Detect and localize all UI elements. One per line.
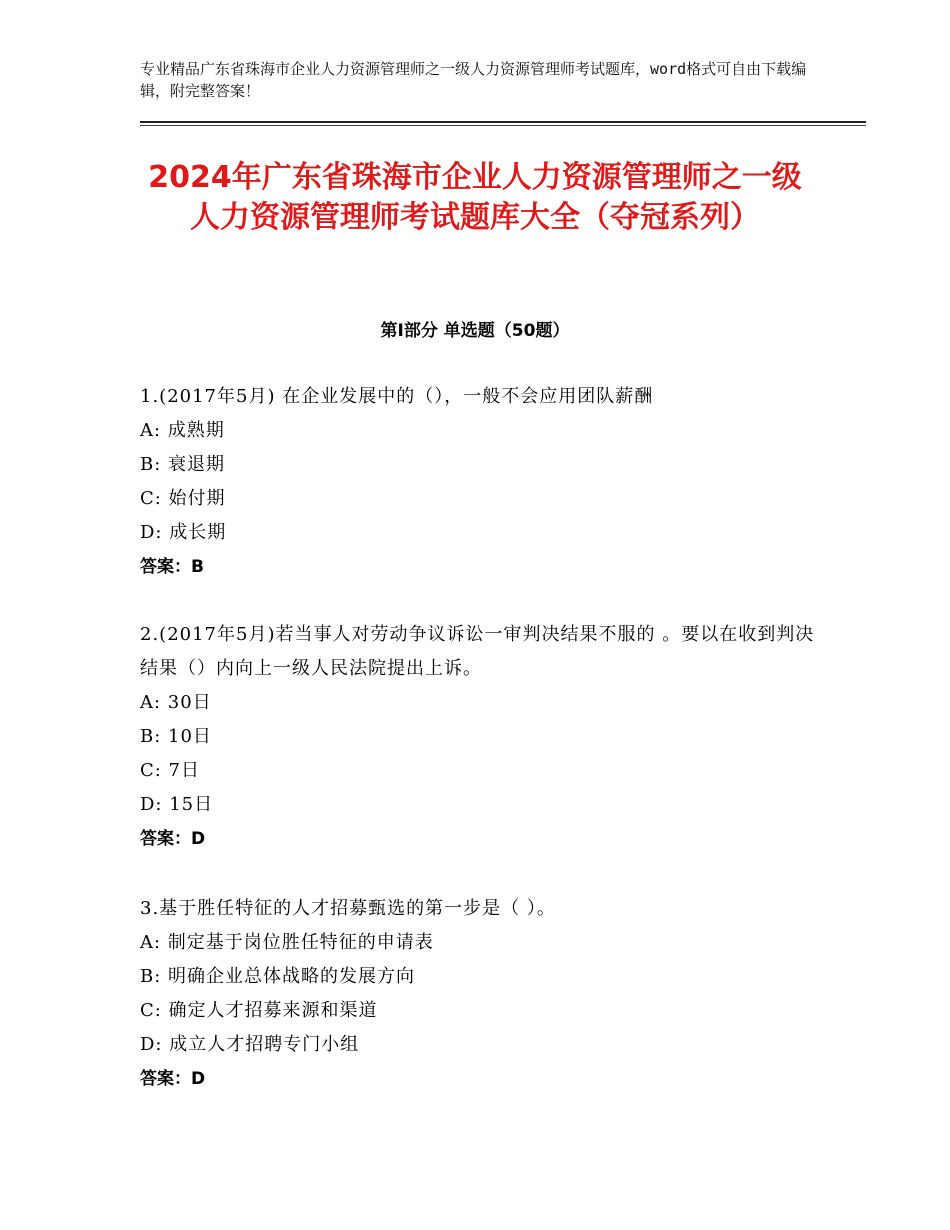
question-1 <box>140 380 820 584</box>
header-rule-thin <box>140 125 866 126</box>
document-title: 2024年广东省珠海市企业人力资源管理师之一级人力资源管理师考试题库大全（夺冠系列） <box>148 160 802 235</box>
question-2 <box>140 618 820 856</box>
question-text: 1.(2017年5月) 在企业发展中的（），一般不会应用团队薪酬 <box>140 386 654 407</box>
option-c: C: 始付期 <box>140 488 226 509</box>
option-b: B: 明确企业总体战略的发展方向 <box>140 966 416 987</box>
question-text: 2.(2017年5月)若当事人对劳动争议诉讼一审判决结果不服的 。要以在收到判决结果（）内向上一级人民法院提出上诉。 <box>140 624 815 679</box>
option-d: D: 成立人才招聘专门小组 <box>140 1034 360 1055</box>
option-a: A: 成熟期 <box>140 420 225 441</box>
question-text: 3.基于胜任特征的人才招募甄选的第一步是（ ）。 <box>140 898 556 919</box>
question-3 <box>140 892 820 1096</box>
option-b: B: 衰退期 <box>140 454 226 475</box>
option-d: D: 成长期 <box>140 522 227 543</box>
option-a: A: 30日 <box>140 692 212 713</box>
answer: 答案：D <box>140 1069 206 1089</box>
header-rule-thick <box>140 121 866 123</box>
option-d: D: 15日 <box>140 794 214 815</box>
answer: 答案：D <box>140 829 206 849</box>
section-title: 第Ⅰ部分 单选题（50题） <box>380 321 570 341</box>
option-c: C: 确定人才招募来源和渠道 <box>140 1000 378 1021</box>
option-c: C: 7日 <box>140 760 201 781</box>
header-note: 专业精品广东省珠海市企业人力资源管理师之一级人力资源管理师考试题库，word格式可自由下载编辑，附完整答案！ <box>140 60 807 100</box>
option-a: A: 制定基于岗位胜任特征的申请表 <box>140 932 434 953</box>
option-b: B: 10日 <box>140 726 212 747</box>
answer: 答案：B <box>140 557 204 577</box>
